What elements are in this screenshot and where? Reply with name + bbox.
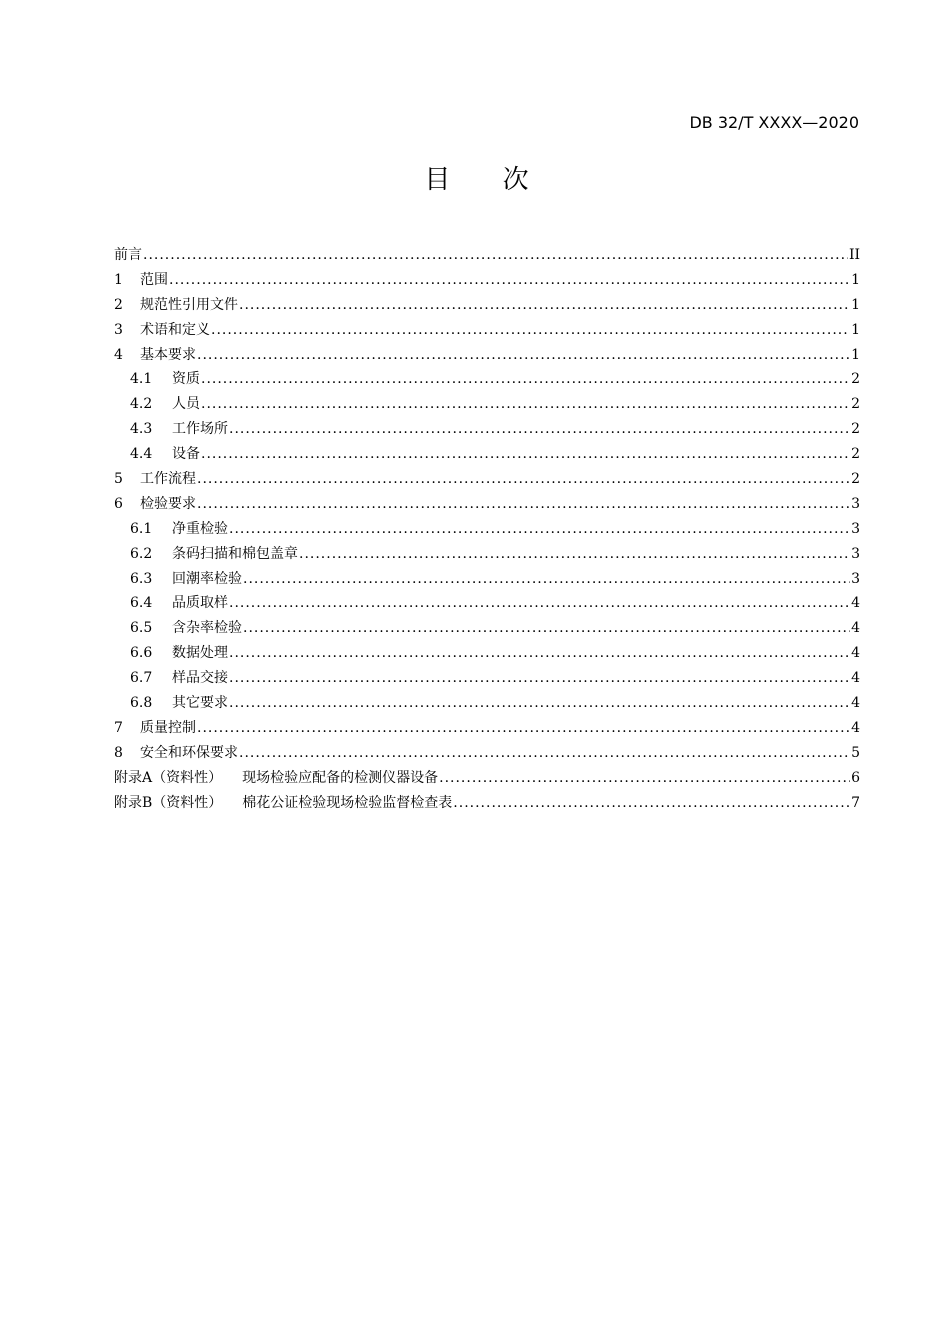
toc-entry-title: 工作流程 (140, 471, 196, 488)
toc-entry-title: 质量控制 (140, 719, 196, 736)
toc-dot-leader (197, 343, 850, 368)
toc-dot-leader (229, 641, 850, 666)
toc-entry-title: 范围 (140, 271, 168, 288)
toc-page-number: 3 (851, 520, 860, 537)
toc-entry-title: 规范性引用文件 (140, 296, 238, 313)
toc-dot-leader (197, 492, 850, 517)
toc-entry-6[interactable] (114, 492, 860, 517)
toc-section-number: 5 (114, 471, 123, 488)
toc-entry-title: 数据处理 (172, 645, 228, 662)
toc-dot-leader (229, 417, 850, 442)
toc-dot-leader (201, 367, 850, 392)
toc-page-number: 3 (851, 495, 860, 512)
toc-dot-leader (201, 392, 850, 417)
toc-section-number: 1 (114, 271, 123, 288)
toc-dot-leader (243, 567, 850, 592)
toc-section-number: 6.4 (130, 595, 153, 612)
toc-section-number: 6.2 (130, 545, 153, 562)
toc-section-number: 8 (114, 744, 123, 761)
toc-page-number: 3 (851, 545, 860, 562)
toc-entry-6-7[interactable] (114, 666, 860, 691)
toc-entry-6-8[interactable] (114, 691, 860, 716)
toc-section-number: 6.8 (130, 695, 153, 712)
toc-entry-3[interactable] (114, 318, 860, 343)
toc-dot-leader (229, 591, 850, 616)
toc-page-number: 3 (851, 570, 860, 587)
toc-entry-foreword[interactable] (114, 243, 860, 268)
toc-section-number: 6.1 (130, 520, 153, 537)
toc-entry-title: 条码扫描和棉包盖章 (172, 545, 298, 562)
toc-appendix-label: 附录B（资料性） (114, 794, 223, 811)
toc-entry-4-2[interactable] (114, 392, 860, 417)
toc-section-number: 4 (114, 346, 123, 363)
toc-dot-leader (211, 318, 850, 343)
toc-section-number: 6.5 (130, 620, 153, 637)
toc-appendix-label: 附录A（资料性） (114, 769, 223, 786)
toc-section-number: 4.1 (130, 371, 153, 388)
toc-dot-leader (239, 293, 850, 318)
toc-entry-7[interactable] (114, 716, 860, 741)
toc-dot-leader (197, 716, 850, 741)
toc-entry-4[interactable] (114, 343, 860, 368)
toc-entry-4-4[interactable] (114, 442, 860, 467)
toc-page-number: 6 (851, 769, 860, 786)
toc-page-number: 4 (851, 645, 860, 662)
toc-entry-title: 设备 (172, 446, 200, 463)
toc-dot-leader (229, 691, 850, 716)
toc-section-number: 7 (114, 719, 123, 736)
toc-section-number: 4.4 (130, 446, 153, 463)
toc-entry-title: 检验要求 (140, 495, 196, 512)
toc-entry-title: 含杂率检验 (172, 620, 242, 637)
toc-page-number: 1 (851, 296, 860, 313)
toc-entry-6-6[interactable] (114, 641, 860, 666)
toc-page-number: 5 (851, 744, 860, 761)
toc-entry-title: 术语和定义 (140, 321, 210, 338)
toc-title: 目 次 (424, 165, 551, 195)
toc-dot-leader (201, 442, 850, 467)
toc-entry-title: 其它要求 (172, 695, 228, 712)
toc-entry-6-5[interactable] (114, 616, 860, 641)
toc-entry-title: 棉花公证检验现场检验监督检查表 (242, 794, 453, 811)
toc-page-number: 4 (851, 620, 860, 637)
toc-entry-6-4[interactable] (114, 591, 860, 616)
toc-page-number: 7 (851, 794, 860, 811)
toc-section-number: 2 (114, 296, 123, 313)
toc-section-number: 4.2 (130, 396, 153, 413)
toc-entry-title: 样品交接 (172, 670, 228, 687)
toc-page-number: 4 (851, 695, 860, 712)
toc-entry-appendix-a[interactable] (114, 766, 860, 791)
toc-dot-leader (229, 666, 850, 691)
toc-dot-leader (143, 243, 848, 268)
toc-entry-title: 品质取样 (172, 595, 228, 612)
toc-section-number: 6.7 (130, 670, 153, 687)
toc-page-number: 4 (851, 595, 860, 612)
toc-entry-6-1[interactable] (114, 517, 860, 542)
toc-entry-title: 前言 (114, 247, 142, 263)
toc-page-number: 1 (851, 271, 860, 288)
toc-entry-1[interactable] (114, 268, 860, 293)
table-of-contents (114, 243, 860, 815)
toc-entry-title: 安全和环保要求 (140, 744, 238, 761)
toc-section-number: 3 (114, 321, 123, 338)
toc-page-number: 2 (851, 446, 860, 463)
toc-dot-leader (239, 741, 850, 766)
document-code: DB 32/T XXXX—2020 (689, 113, 859, 132)
toc-page-number: II (848, 247, 860, 263)
toc-entry-title: 现场检验应配备的检测仪器设备 (242, 769, 439, 786)
toc-entry-title: 基本要求 (140, 346, 196, 363)
toc-dot-leader (453, 791, 850, 816)
toc-entry-6-3[interactable] (114, 567, 860, 592)
toc-entry-4-3[interactable] (114, 417, 860, 442)
toc-page-number: 1 (851, 346, 860, 363)
toc-entry-title: 资质 (172, 371, 200, 388)
toc-page-number: 2 (851, 371, 860, 388)
toc-section-number: 6.3 (130, 570, 153, 587)
toc-entry-title: 回潮率检验 (172, 570, 242, 587)
toc-entry-5[interactable] (114, 467, 860, 492)
toc-page-number: 2 (851, 421, 860, 438)
toc-page-number: 4 (851, 719, 860, 736)
toc-dot-leader (243, 616, 850, 641)
toc-page-number: 1 (851, 321, 860, 338)
toc-section-number: 6.6 (130, 645, 153, 662)
toc-entry-title: 人员 (172, 396, 200, 413)
toc-entry-4-1[interactable] (114, 367, 860, 392)
toc-dot-leader (439, 766, 850, 791)
toc-entry-title: 净重检验 (172, 520, 228, 537)
toc-section-number: 4.3 (130, 421, 153, 438)
toc-page-number: 2 (851, 471, 860, 488)
toc-dot-leader (299, 542, 850, 567)
toc-section-number: 6 (114, 495, 123, 512)
toc-dot-leader (229, 517, 850, 542)
toc-page-number: 2 (851, 396, 860, 413)
toc-entry-appendix-b[interactable] (114, 791, 860, 816)
toc-entry-title: 工作场所 (172, 421, 228, 438)
toc-page-number: 4 (851, 670, 860, 687)
toc-entry-8[interactable] (114, 741, 860, 766)
toc-entry-2[interactable] (114, 293, 860, 318)
toc-entry-6-2[interactable] (114, 542, 860, 567)
toc-dot-leader (169, 268, 850, 293)
toc-dot-leader (197, 467, 850, 492)
